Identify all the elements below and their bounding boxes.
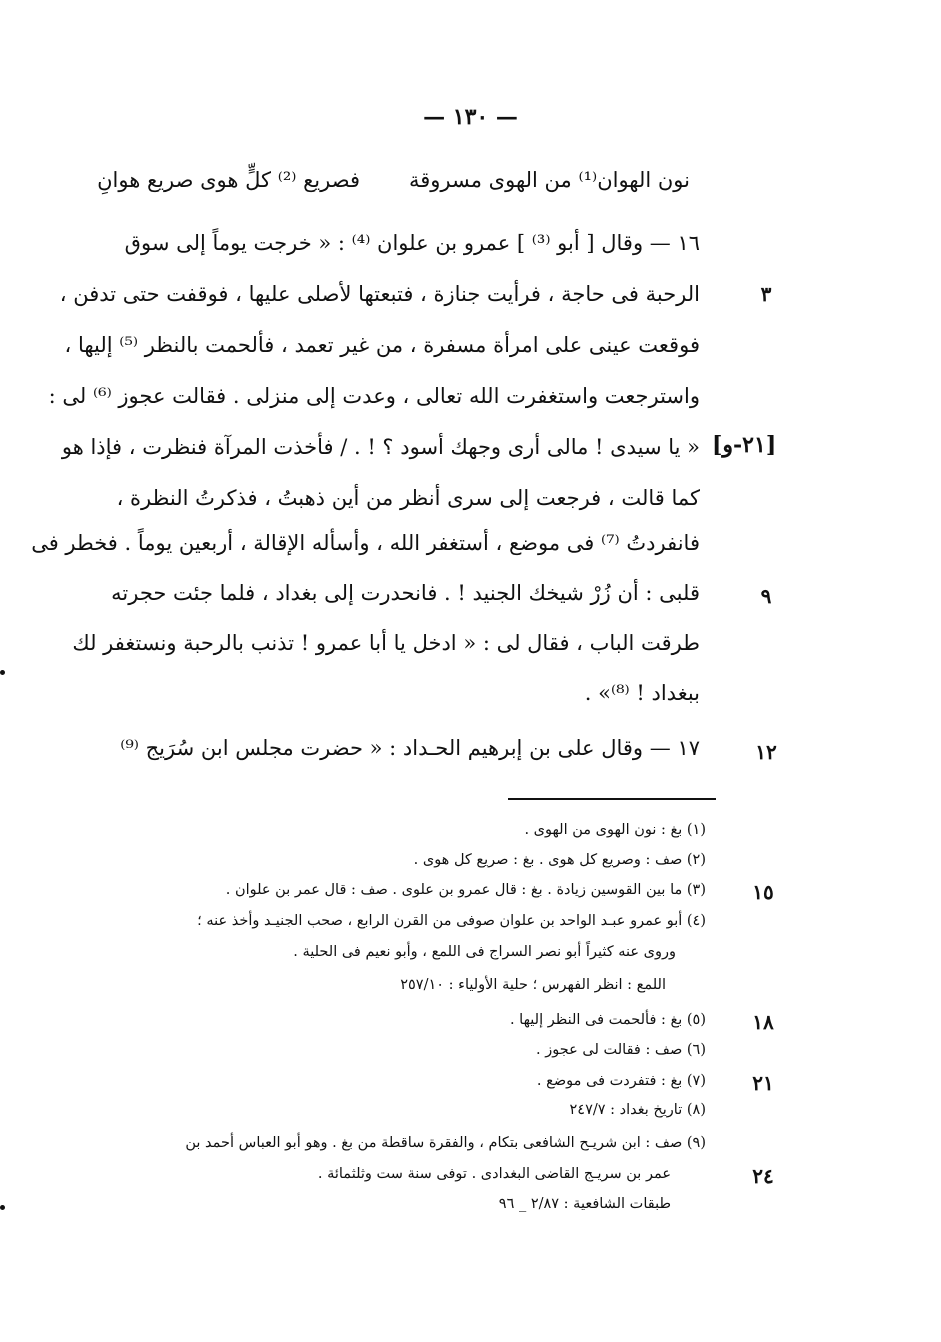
footnote-line-number: ٢٤ [752, 1164, 774, 1188]
footnote-line-number: ١٥ [752, 880, 774, 904]
footnote: (٣) ما بين القوسين زيادة . بغ : قال عمرو بن علوى . صف : قال عمر بن علوان . [225, 882, 706, 898]
footnote: (٩) صف : ابن شريـح الشافعى بتكام ، والفقرة ساقطة من بغ . وهو أبو العباس أحمد بن [185, 1135, 706, 1151]
body-line: ١٦ — وقال [ أبو ⁽³⁾ ] عمرو بن علوان ⁽⁴⁾ : « خرجت يوماً إلى سوق [124, 231, 700, 255]
footnote-line-number: ٢١ [752, 1071, 774, 1095]
body-line: ١٧ — وقال على بن إبرهيم الحـداد : « حضرت مجلس ابن سُرَيج ⁽⁹⁾ [120, 736, 700, 760]
manuscript-folio-marker: [٢١-و] [712, 432, 777, 458]
footnote-line-number: ١٨ [752, 1010, 774, 1034]
line-number: ٣ [760, 282, 772, 306]
scan-speck [0, 670, 5, 675]
body-line: كما قالت ، فرجعت إلى سرى أنظر من أين ذهبتُ ، فذكرتُ النظرة ، [116, 486, 700, 510]
verse-hemistich-right: نون الهوان⁽¹⁾ من الهوى مسروقة [408, 168, 690, 192]
body-line: طرقت الباب ، فقال لى : « ادخل يا أبا عمرو ! تذنب بالرحبة ونستغفر لك [72, 631, 700, 655]
body-line: قلبى : أن زُرْ شيخك الجنيد ! . فانحدرت إلى بغداد ، فلما جئت حجرته [111, 581, 700, 605]
footnote: اللمع : انظر الفهرس ؛ حلية الأولياء : ٢٥٧/١٠ [400, 977, 666, 993]
footnote: عمر بن سريـج القاضى البغدادى . توفى سنة ست وثلثمائة . [317, 1166, 671, 1182]
body-line: ببغداد ! ⁽⁸⁾» . [584, 681, 700, 705]
body-line: واسترجعت واستغفرت الله تعالى ، وعدت إلى منزلى . فقالت عجوز ⁽⁶⁾ لى : [48, 384, 700, 408]
verse-hemistich-left: فصريع ⁽²⁾ كلٍّ هوى صريع هوانِ [97, 168, 360, 192]
footnote: (٨) تاريخ بغداد : ٢٤٧/٧ [569, 1102, 706, 1118]
footnote: وروى عنه كثيراً أبو نصر السراج فى اللمع ، وأبو نعيم فى الحلية . [293, 944, 676, 960]
footnote-separator [508, 798, 716, 800]
footnote: (١) بغ : نون الهوى من الهوى . [524, 822, 706, 838]
line-number: ١٢ [755, 740, 777, 764]
scan-speck [0, 1205, 5, 1210]
footnote: (٦) صف : فقالت لى عجوز . [536, 1042, 706, 1058]
body-line: الرحبة فى حاجة ، فرأيت جنازة ، فتبعتها لأصلى عليها ، فوقفت حتى تدفن ، [59, 282, 700, 306]
footnote: (٢) صف : وصريع كل هوى . بغ : صريع كل هوى . [413, 852, 706, 868]
page-number: — ١٣٠ — [423, 104, 518, 130]
line-number: ٩ [760, 584, 772, 608]
footnote: (٤) أبو عمرو عبـد الواحد بن علوان صوفى من القرن الرابع ، صحب الجنيـد وأخذ عنه ؛ [197, 913, 706, 929]
body-line: « يا سيدى ! مالى أرى وجهك أسود ؟ ! . / فأخذت المرآة فنظرت ، فإذا هو [61, 435, 700, 459]
footnote: (٥) بغ : فألحمت فى النظر إليها . [509, 1012, 706, 1028]
body-line: فوقعت عينى على امرأة مسفرة ، من غير تعمد ، فألحمت بالنظر ⁽⁵⁾ إليها ، [64, 333, 700, 357]
footnote: طبقات الشافعية : ٢/٨٧ _ ٩٦ [498, 1196, 671, 1212]
body-line: فانفردتُ ⁽⁷⁾ فى موضع ، أستغفر الله ، وأسأله الإقالة ، أربعين يوماً . فخطر فى [31, 531, 700, 555]
footnote: (٧) بغ : فتفردت فى موضع . [536, 1073, 706, 1089]
